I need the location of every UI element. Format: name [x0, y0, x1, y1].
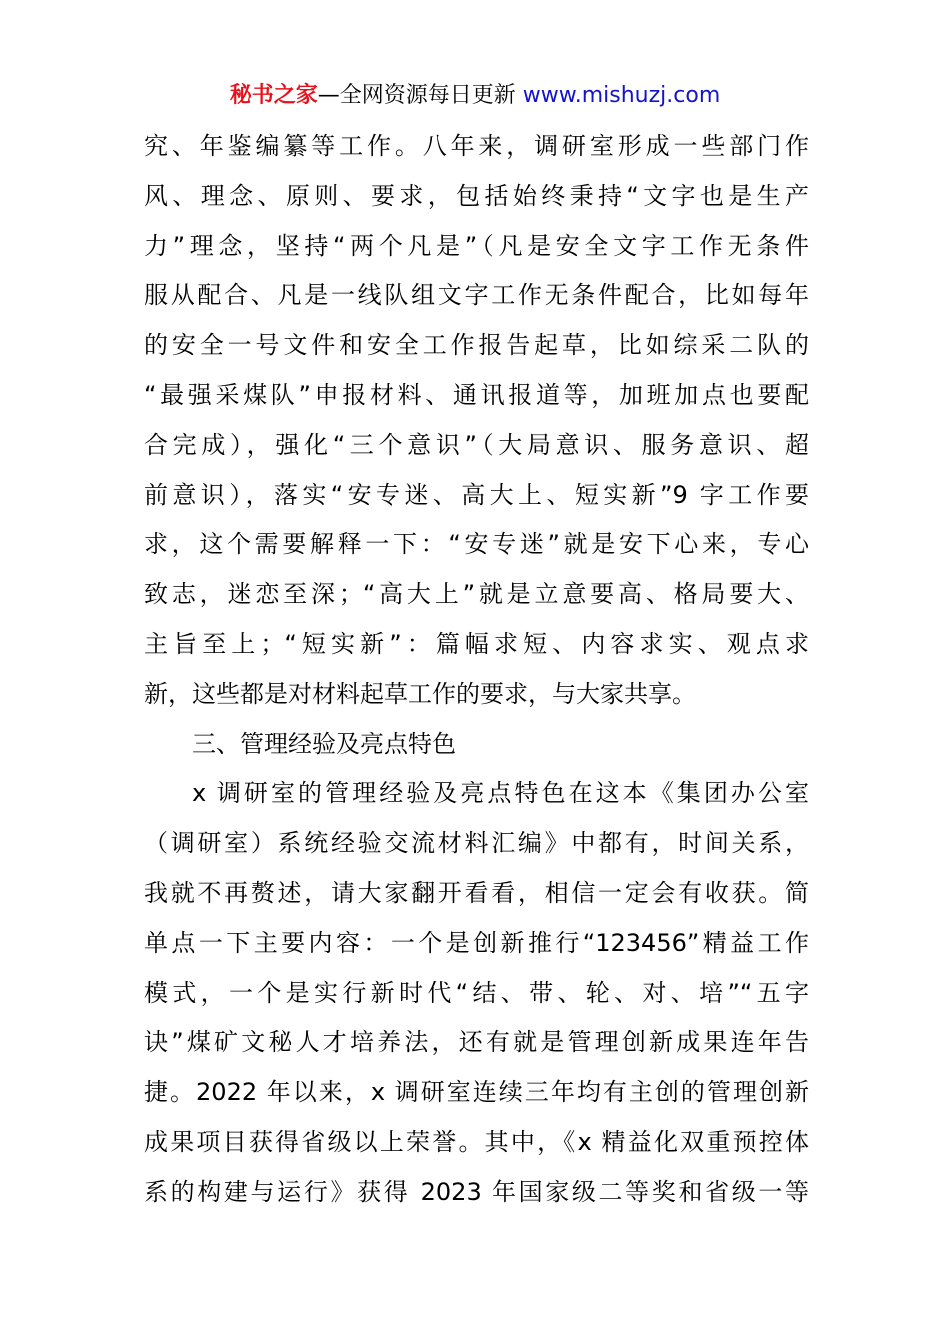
site-tagline: —全网资源每日更新	[317, 83, 523, 108]
text-line: 我就不再赘述，请大家翻开看看，相信一定会有收获。简	[144, 878, 809, 907]
text-line: 风、理念、原则、要求，包括始终秉持“文字也是生产	[144, 181, 809, 210]
text-line: 捷。2022 年以来，x 调研室连续三年均有主创的管理创新	[144, 1078, 809, 1107]
site-url-link[interactable]: www.mishuzj.com	[522, 83, 721, 108]
text-line: “最强采煤队”申报材料、通讯报道等，加班加点也要配	[144, 380, 809, 409]
text-line: 究、年鉴编纂等工作。八年来，调研室形成一些部门作	[144, 132, 809, 160]
paragraph-first-line: x 调研室的管理经验及亮点特色在这本《集团办公室	[192, 779, 809, 808]
site-header	[0, 80, 950, 112]
text-line: 模式，一个是实行新时代“结、带、轮、对、培”“五字	[144, 978, 809, 1007]
paragraph-end-line: 新，这些都是对材料起草工作的要求，与大家共享。	[144, 679, 696, 708]
text-line: 的安全一号文件和安全工作报告起草，比如综采二队的	[144, 331, 809, 360]
document-body	[144, 122, 809, 1218]
text-line: 致志，迷恋至深；“高大上”就是立意要高、格局要大、	[144, 580, 809, 609]
text-line: （调研室）系统经验交流材料汇编》中都有，时间关系，	[144, 829, 809, 858]
text-line: 成果项目获得省级以上荣誉。其中，《x 精益化双重预控体	[144, 1127, 809, 1156]
text-line: 服从配合、凡是一线队组文字工作无条件配合，比如每年	[144, 281, 809, 310]
text-line: 系的构建与运行》获得 2023 年国家级二等奖和省级一等	[144, 1177, 809, 1206]
text-line: 诀”煤矿文秘人才培养法，还有就是管理创新成果连年告	[144, 1028, 809, 1057]
text-line: 主旨至上；“短实新”：篇幅求短、内容求实、观点求	[144, 629, 809, 658]
text-line: 前意识），落实“安专迷、高大上、短实新”9 字工作要	[144, 480, 809, 509]
text-line: 力”理念，坚持“两个凡是”（凡是安全文字工作无条件	[144, 231, 809, 260]
text-line: 求，这个需要解释一下：“安专迷”就是安下心来，专心	[144, 530, 809, 559]
text-line: 合完成），强化“三个意识”（大局意识、服务意识、超	[144, 430, 809, 459]
section-heading: 三、管理经验及亮点特色	[192, 729, 456, 758]
text-line: 单点一下主要内容：一个是创新推行“123456”精益工作	[144, 928, 809, 957]
site-brand: 秘书之家	[229, 83, 318, 108]
